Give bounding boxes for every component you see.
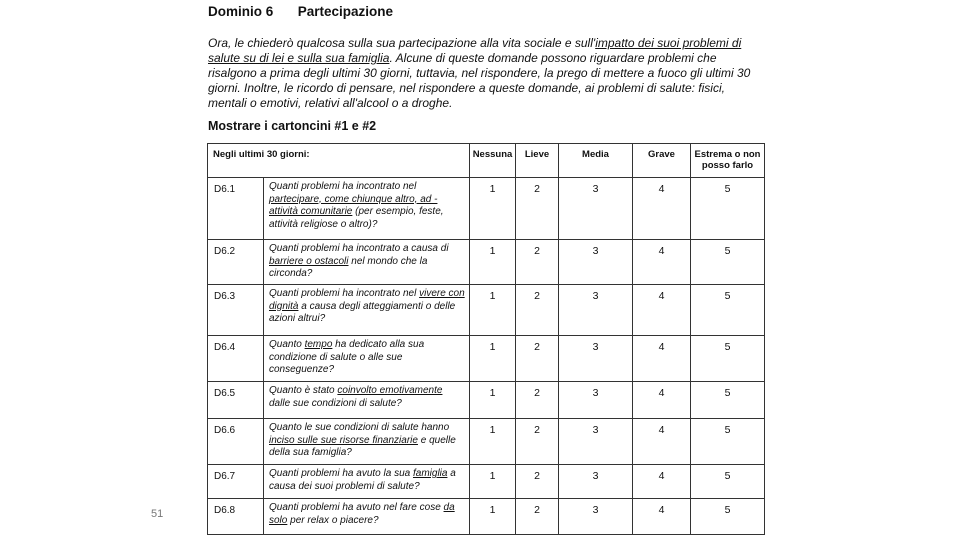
- rating-option[interactable]: 5: [691, 465, 765, 499]
- rating-option[interactable]: 4: [633, 178, 691, 240]
- rating-option[interactable]: 5: [691, 240, 765, 285]
- question-text-post: e quelle della sua famiglia?: [269, 434, 456, 458]
- table-row: [208, 336, 765, 382]
- show-cards-instruction: Mostrare i cartoncini #1 e #2: [208, 119, 377, 133]
- question-text-pre: Quanto: [269, 339, 305, 350]
- question-text-post: dalle sue condizioni di salute?: [269, 397, 402, 409]
- col-header: Media: [559, 144, 633, 178]
- rating-option[interactable]: 3: [559, 240, 633, 285]
- col-header: Lieve: [516, 144, 559, 178]
- question-text-u: tempo: [304, 339, 333, 350]
- rating-option[interactable]: 4: [633, 336, 691, 382]
- question-text-u: partecipare, come chiunque altro, ad - attività comunitarie: [269, 193, 438, 217]
- rating-option[interactable]: 1: [470, 419, 516, 465]
- rating-option[interactable]: 5: [691, 336, 765, 382]
- table-row: [208, 465, 765, 499]
- item-code: D6.3: [208, 285, 264, 336]
- item-code: D6.4: [208, 336, 264, 382]
- col-header: Nessuna: [470, 144, 516, 178]
- rating-option[interactable]: 3: [559, 382, 633, 419]
- rating-option[interactable]: 5: [691, 178, 765, 240]
- intro-paragraph: [208, 36, 758, 111]
- item-question: [264, 240, 470, 285]
- question-text-u: barriere o ostacoli: [269, 255, 349, 267]
- item-code: D6.5: [208, 382, 264, 419]
- rating-option[interactable]: 4: [633, 240, 691, 285]
- rating-option[interactable]: 3: [559, 336, 633, 382]
- item-code: D6.1: [208, 178, 264, 240]
- rating-option[interactable]: 2: [516, 285, 559, 336]
- item-question: [264, 285, 470, 336]
- domain-title: Partecipazione: [297, 4, 394, 19]
- rating-option[interactable]: 4: [633, 419, 691, 465]
- question-text-u: famiglia: [412, 468, 448, 479]
- rating-option[interactable]: 5: [691, 382, 765, 419]
- rating-option[interactable]: 5: [691, 285, 765, 336]
- rating-option[interactable]: 4: [633, 382, 691, 419]
- table-row: [208, 240, 765, 285]
- item-question: [264, 178, 470, 240]
- question-text-pre: Quanti problemi ha avuto la sua: [269, 468, 413, 479]
- item-code: D6.6: [208, 419, 264, 465]
- rating-option[interactable]: 5: [691, 499, 765, 535]
- intro-text-1: Ora, le chiederò qualcosa sulla sua partecipazione alla vita sociale e sull': [208, 36, 596, 50]
- rating-option[interactable]: 3: [559, 285, 633, 336]
- rating-option[interactable]: 1: [470, 382, 516, 419]
- slide-number: 51: [151, 508, 164, 520]
- table-row: [208, 285, 765, 336]
- rating-option[interactable]: 3: [559, 465, 633, 499]
- question-text-pre: Quanti problemi ha incontrato nel: [269, 288, 420, 299]
- period-label: Negli ultimi 30 giorni:: [208, 144, 470, 178]
- question-text-post: nel mondo che la circonda?: [269, 255, 428, 279]
- rating-option[interactable]: 2: [516, 178, 559, 240]
- domain-heading: [208, 4, 393, 19]
- table-row: [208, 419, 765, 465]
- item-question: [264, 465, 470, 499]
- rating-option[interactable]: 1: [470, 285, 516, 336]
- table-row: [208, 499, 765, 535]
- intro-text-2: . Alcune di queste domande possono riguardare problemi che risalgono a prima degli ultimi 30 giorni, tuttavia, nel rispondere, la prego di mettere a fuoco gli ultimi 30 giorni. Inoltre, le ricordo di pensare, nel rispondere a queste domande, ai problemi di salute: fisici, mentali o emotivi, relativi all'alcool o a droghe.: [208, 51, 751, 110]
- item-code: D6.8: [208, 499, 264, 535]
- question-text-post: ha dedicato alla sua condizione di salute o alle sue conseguenze?: [269, 339, 425, 375]
- table-header-row: [208, 144, 765, 178]
- rating-option[interactable]: 5: [691, 419, 765, 465]
- question-text-u: da solo: [269, 502, 455, 526]
- rating-option[interactable]: 2: [516, 336, 559, 382]
- question-text-pre: Quanto è stato: [269, 385, 338, 396]
- item-question: [264, 336, 470, 382]
- domain-code: Dominio 6: [208, 4, 274, 19]
- question-text-pre: Quanti problemi ha incontrato a causa di: [269, 243, 449, 254]
- question-text-pre: Quanti problemi ha incontrato nel: [269, 181, 417, 192]
- item-question: [264, 382, 470, 419]
- question-text-post: a causa dei suoi problemi di salute?: [269, 468, 456, 492]
- rating-option[interactable]: 2: [516, 382, 559, 419]
- question-text-post: a causa degli atteggiamenti o delle azioni altrui?: [269, 300, 456, 324]
- rating-option[interactable]: 4: [633, 499, 691, 535]
- question-table: [207, 143, 765, 535]
- rating-option[interactable]: 1: [470, 336, 516, 382]
- rating-option[interactable]: 1: [470, 240, 516, 285]
- item-code: D6.7: [208, 465, 264, 499]
- item-question: [264, 499, 470, 535]
- item-code: D6.2: [208, 240, 264, 285]
- question-text-post: per relax o piacere?: [287, 514, 379, 526]
- question-text-pre: Quanti problemi ha avuto nel fare cose: [269, 502, 444, 513]
- rating-option[interactable]: 3: [559, 499, 633, 535]
- rating-option[interactable]: 4: [633, 285, 691, 336]
- rating-option[interactable]: 2: [516, 240, 559, 285]
- table-row: [208, 382, 765, 419]
- col-header: Estrema o non posso farlo: [691, 144, 765, 178]
- rating-option[interactable]: 1: [470, 499, 516, 535]
- question-text-u: coinvolto emotivamente: [337, 385, 443, 396]
- col-header: Grave: [633, 144, 691, 178]
- rating-option[interactable]: 4: [633, 465, 691, 499]
- rating-option[interactable]: 1: [470, 178, 516, 240]
- question-text-u: vivere con dignità: [269, 288, 465, 312]
- intro-text-underlined: impatto dei suoi problemi di salute su di lei e sulla sua famiglia: [208, 36, 742, 65]
- question-text-pre: Quanto le sue condizioni di salute hanno: [269, 422, 450, 433]
- item-question: [264, 419, 470, 465]
- rating-option[interactable]: 3: [559, 178, 633, 240]
- question-text-post: (per esempio, feste, attività religiose o altro)?: [269, 206, 444, 230]
- question-text-u: inciso sulle sue risorse finanziarie: [269, 434, 418, 446]
- rating-option[interactable]: 2: [516, 419, 559, 465]
- rating-option[interactable]: 3: [559, 419, 633, 465]
- rating-option[interactable]: 2: [516, 499, 559, 535]
- table-row: [208, 178, 765, 240]
- rating-option[interactable]: 1: [470, 465, 516, 499]
- rating-option[interactable]: 2: [516, 465, 559, 499]
